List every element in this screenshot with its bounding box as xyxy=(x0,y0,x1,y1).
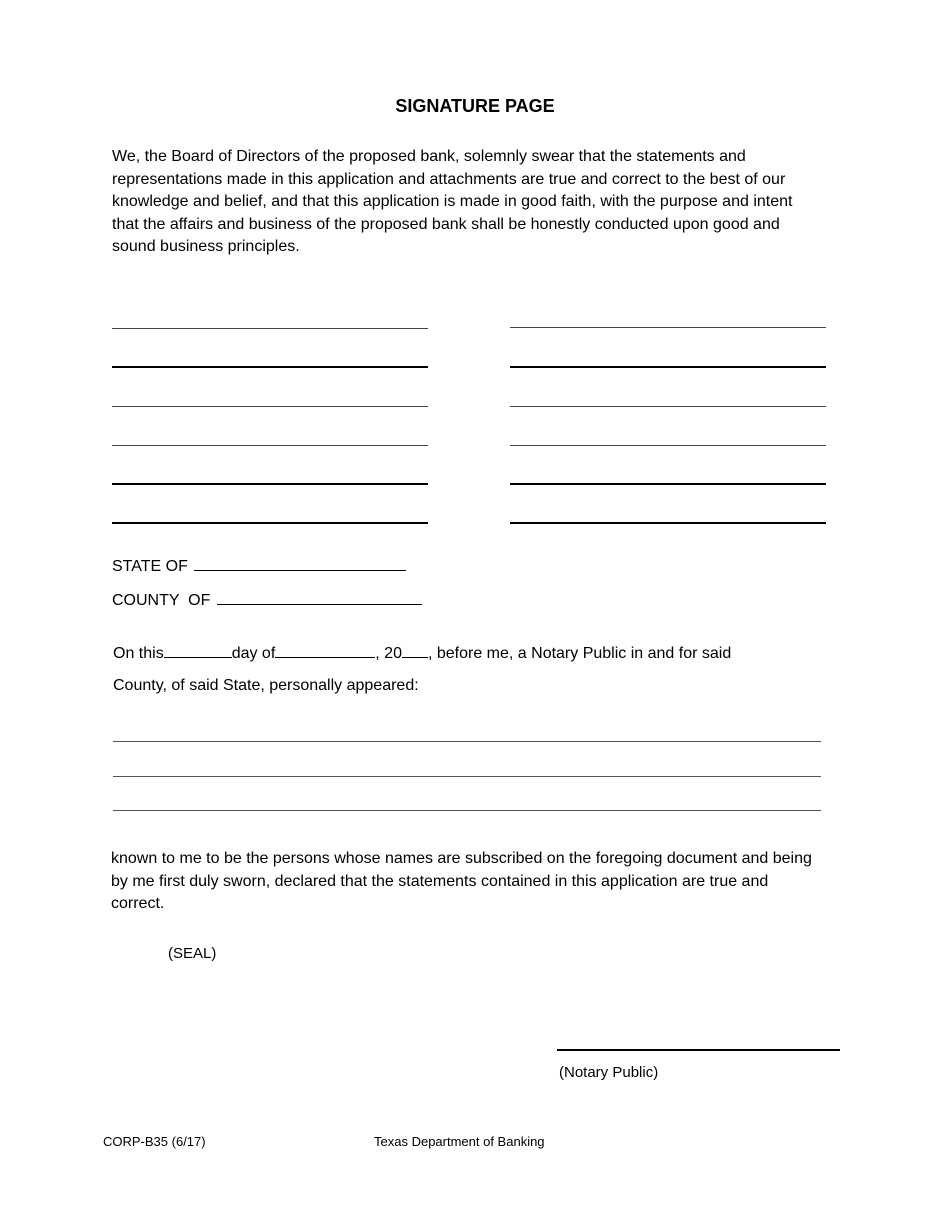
notary-public-label: (Notary Public) xyxy=(559,1064,659,1081)
director-signature-line[interactable] xyxy=(510,406,826,407)
state-label: STATE OF xyxy=(112,558,188,575)
agency-name: Texas Department of Banking xyxy=(374,1134,545,1149)
on-this-label: On this xyxy=(113,645,164,662)
form-id: CORP-B35 (6/17) xyxy=(103,1134,206,1149)
county-row xyxy=(112,590,422,610)
director-signature-line[interactable] xyxy=(112,406,428,407)
director-signature-line[interactable] xyxy=(112,366,428,368)
oath-paragraph: We, the Board of Directors of the proposed bank, solemnly swear that the statements and representations made in this application and attachments are true and correct to the best of our knowledge and belief, and that this application is made in good faith, with the purpose and intent that the affairs and business of the proposed bank shall be honestly conducted upon good and sound business principles. xyxy=(112,148,793,256)
affirmation-paragraph: known to me to be the persons whose names are subscribed on the foregoing document and being by me first duly sworn, declared that the statements contained in this application are true and correct. xyxy=(111,850,812,913)
notary-sentence xyxy=(113,643,731,663)
director-signature-line[interactable] xyxy=(510,445,826,446)
page-title: SIGNATURE PAGE xyxy=(395,96,555,116)
notary-sentence-rest: , before me, a Notary Public in and for said xyxy=(427,645,732,662)
appearing-name-line[interactable] xyxy=(113,776,821,777)
day-of-label: day of xyxy=(231,645,276,662)
appearing-name-line[interactable] xyxy=(113,741,821,742)
notary-signature-line[interactable] xyxy=(557,1049,840,1051)
notary-sentence-line2: County, of said State, personally appeared: xyxy=(113,677,419,694)
state-field[interactable] xyxy=(194,556,406,571)
director-signature-line[interactable] xyxy=(510,483,826,485)
day-field[interactable] xyxy=(164,643,232,658)
director-signature-line[interactable] xyxy=(112,483,428,485)
county-field[interactable] xyxy=(217,590,422,605)
county-label: COUNTY OF xyxy=(112,592,211,609)
state-row xyxy=(112,556,406,576)
director-signature-line[interactable] xyxy=(510,327,826,328)
director-signature-line[interactable] xyxy=(112,445,428,446)
director-signature-line[interactable] xyxy=(510,366,826,368)
director-signature-line[interactable] xyxy=(510,522,826,524)
director-signature-line[interactable] xyxy=(112,522,428,524)
month-field[interactable] xyxy=(275,643,375,658)
year-field[interactable] xyxy=(402,643,428,658)
seal-label: (SEAL) xyxy=(168,945,217,962)
appearing-name-line[interactable] xyxy=(113,810,821,811)
year-prefix-label: , 20 xyxy=(375,645,402,662)
director-signature-line[interactable] xyxy=(112,328,428,329)
